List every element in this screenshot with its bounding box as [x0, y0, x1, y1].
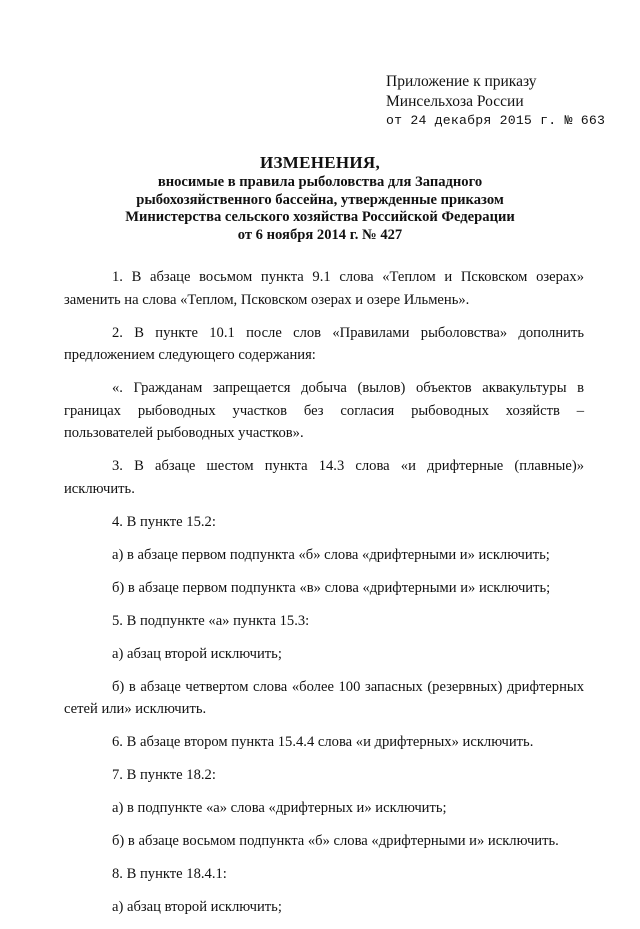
paragraph-2: 2. В пункте 10.1 после слов «Правилами рыболовства» дополнить предложением следующего содержания: [64, 324, 584, 363]
annex-line-2: Минсельхоза России [386, 92, 524, 110]
document-body [64, 266, 584, 929]
annex-order-date: от 24 декабря 2015 г. № 663 [386, 113, 606, 128]
heading-line-1: вносимые в правила рыболовства для Западного [157, 174, 483, 190]
heading-line-2: рыбохозяйственного бассейна, утвержденные приказом [136, 191, 504, 208]
annex-block [386, 72, 605, 131]
document-heading [100, 152, 540, 244]
paragraph-8a: а) абзац второй исключить; [112, 899, 282, 915]
paragraph-8: 8. В пункте 18.4.1: [112, 866, 227, 882]
paragraph-quote: «. Гражданам запрещается добыча (вылов) объектов аквакультуры в границах рыбоводных участков без согласия рыбоводных хозяйств – пользователей рыбоводных участков». [64, 380, 584, 441]
paragraph-3: 3. В абзаце шестом пункта 14.3 слова «и дрифтерные (плавные)» исключить. [64, 458, 584, 497]
paragraph-5: 5. В подпункте «а» пункта 15.3: [112, 612, 310, 629]
paragraph-4a: а) в абзаце первом подпункта «б» слова «дрифтерными и» исключить; [112, 546, 550, 563]
paragraph-6: 6. В абзаце втором пункта 15.4.4 слова «и дрифтерных» исключить. [112, 734, 534, 750]
heading-title: ИЗМЕНЕНИЯ, [259, 153, 381, 172]
heading-line-4: от 6 ноября 2014 г. № 427 [237, 226, 403, 243]
paragraph-1: 1. В абзаце восьмом пункта 9.1 слова «Теплом и Псковском озерах» заменить на слова «Теплом, Псковском озерах и озере Ильмень». [64, 269, 584, 308]
paragraph-4: 4. В пункте 15.2: [112, 513, 216, 530]
paragraph-7: 7. В пункте 18.2: [112, 767, 216, 783]
paragraph-7b: б) в абзаце восьмом подпункта «б» слова «дрифтерными и» исключить. [112, 833, 559, 849]
paragraph-5b: б) в абзаце четвертом слова «более 100 запасных (резервных) дрифтерных сетей или» исключить. [64, 678, 584, 717]
paragraph-7a: а) в подпункте «а» слова «дрифтерных и» исключить; [112, 800, 447, 816]
paragraph-4b: б) в абзаце первом подпункта «в» слова «дрифтерными и» исключить; [112, 579, 551, 596]
paragraph-5a: а) абзац второй исключить; [112, 645, 282, 662]
annex-line-1: Приложение к приказу [386, 73, 537, 90]
heading-line-3: Министерства сельского хозяйства Российской Федерации [125, 209, 515, 226]
